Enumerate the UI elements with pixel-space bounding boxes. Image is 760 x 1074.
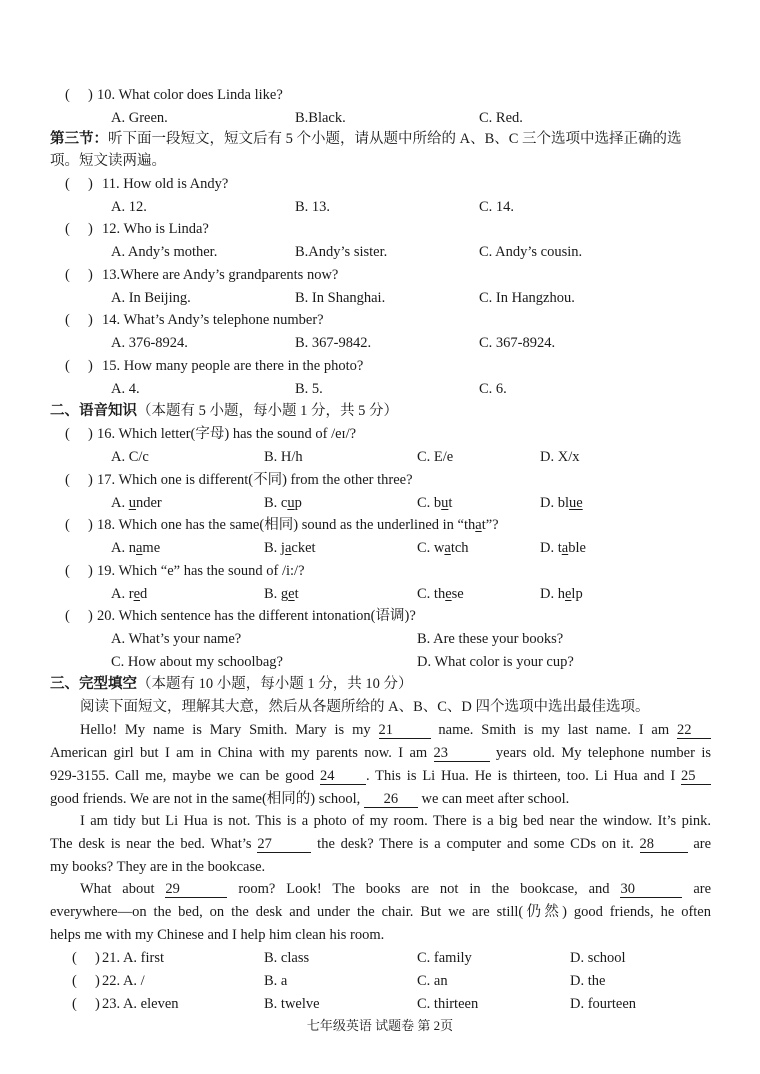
passage-line-6 xyxy=(50,835,711,853)
passage-text: . This is Li Hua. He is thirteen, too. Li Hua and I xyxy=(365,768,676,784)
section3-title: 第三节： xyxy=(50,131,108,147)
q21-option-d[interactable]: D. school xyxy=(570,950,626,966)
q21-option-c[interactable]: C. family xyxy=(417,950,472,966)
q18-text xyxy=(97,516,499,534)
underlined-letter: a xyxy=(135,540,143,556)
underlined-letter: a xyxy=(475,517,482,533)
q15-option-b[interactable]: B. 5. xyxy=(295,381,323,397)
q13-option-b[interactable]: B. In Shanghai. xyxy=(295,290,386,306)
blank-26[interactable]: 26 xyxy=(364,792,418,808)
q23-option-d[interactable]: D. fourteen xyxy=(570,996,637,1012)
q18-option-a[interactable] xyxy=(111,539,160,557)
q18-option-c[interactable] xyxy=(417,539,469,557)
passage-text: years old. My telephone number is xyxy=(495,745,711,761)
part2-title: 二、语音知识 xyxy=(50,403,137,419)
q22-option-b[interactable]: B. a xyxy=(264,973,288,989)
option-prefix: C. w xyxy=(417,540,445,556)
q19-option-c[interactable] xyxy=(417,585,464,603)
blank-24[interactable]: 24 xyxy=(320,769,366,785)
q23-paren[interactable]: ( ) xyxy=(72,996,100,1012)
option-suffix: tch xyxy=(450,540,469,556)
underlined-letter: e xyxy=(288,586,295,602)
q17-text: 17. Which one is different(不同) from the other three? xyxy=(97,472,413,488)
passage-text: good friends. We are not in the same(相同的) school, xyxy=(50,791,361,807)
section3-line1: 听下面一段短文，短文后有 5 个小题，请从题中所给的 A、B、C 三个选项中选择正确的选 xyxy=(108,131,682,147)
q23-option-b[interactable]: B. twelve xyxy=(264,996,320,1012)
passage-text: 929-3155. Call me, maybe we can be good xyxy=(50,768,315,784)
q16-option-b[interactable]: B. H/h xyxy=(264,449,303,465)
q10-option-b[interactable]: B.Black. xyxy=(295,110,346,126)
part2-heading xyxy=(50,402,398,420)
q19-option-a[interactable] xyxy=(111,585,147,603)
q15-paren[interactable]: ( ) xyxy=(65,358,93,374)
q15-option-a[interactable]: A. 4. xyxy=(111,381,140,397)
passage-line-7: my books? They are in the bookcase. xyxy=(50,859,266,875)
q22-paren[interactable]: ( ) xyxy=(72,973,100,989)
underlined-letter: a xyxy=(284,540,292,556)
underlined-letter: e xyxy=(564,586,572,602)
q20-option-b[interactable]: B. Are these your books? xyxy=(417,631,564,647)
q15-option-c[interactable]: C. 6. xyxy=(479,381,507,397)
question-text: 18. Which one has the same(相同) sound as the underlined in “th xyxy=(97,517,476,533)
underlined-letter: u xyxy=(287,495,295,511)
part3-title: 三、完型填空 xyxy=(50,676,137,692)
q11-option-c[interactable]: C. 14. xyxy=(479,199,515,215)
q16-option-a[interactable]: A. C/c xyxy=(111,449,149,465)
q23-option-a[interactable]: 23. A. eleven xyxy=(102,996,179,1012)
passage-line-2 xyxy=(50,744,711,762)
q20-option-c[interactable]: C. How about my schoolbag? xyxy=(111,654,283,670)
passage-text: What about xyxy=(80,881,155,897)
option-suffix: cket xyxy=(291,540,316,556)
option-prefix: B. j xyxy=(264,540,285,556)
q22-option-c[interactable]: C. an xyxy=(417,973,448,989)
passage-line-8 xyxy=(80,880,711,898)
underlined-letter: ue xyxy=(569,495,583,511)
q12-text: 12. Who is Linda? xyxy=(102,221,209,237)
passage-line-9: everywhere—on the bed, on the desk and under the chair. But we are still(仍然) good friends, he often xyxy=(50,904,711,920)
option-suffix: me xyxy=(142,540,161,556)
q16-paren[interactable]: ( ) xyxy=(65,426,93,442)
q10-paren[interactable]: ( ) xyxy=(65,87,93,103)
part3-heading xyxy=(50,675,413,693)
underlined-letter: e xyxy=(133,586,140,602)
q10-text: 10. What color does Linda like? xyxy=(97,87,283,103)
q14-paren[interactable]: ( ) xyxy=(65,312,93,328)
q23-option-c[interactable]: C. thirteen xyxy=(417,996,479,1012)
q12-option-b[interactable]: B.Andy’s sister. xyxy=(295,244,388,260)
q20-option-d[interactable]: D. What color is your cup? xyxy=(417,654,574,670)
passage-line-5: I am tidy but Li Hua is not. This is a photo of my room. There is a big bed near the window. It’s pink. xyxy=(80,813,711,829)
q16-option-d[interactable]: D. X/x xyxy=(540,449,580,465)
underlined-letter: u xyxy=(441,495,449,511)
blank-22[interactable]: 22 xyxy=(677,723,711,739)
option-suffix: ble xyxy=(568,540,586,556)
underlined-letter: e xyxy=(445,586,452,602)
passage-text: name. Smith is my last name. I am xyxy=(438,722,670,738)
blank-28[interactable]: 28 xyxy=(640,837,688,853)
q14-text: 14. What’s Andy’s telephone number? xyxy=(102,312,324,328)
option-suffix: p xyxy=(294,495,302,511)
passage-line-3 xyxy=(50,767,711,785)
q21-paren[interactable]: ( ) xyxy=(72,950,100,966)
q11-option-a[interactable]: A. 12. xyxy=(111,199,147,215)
part3-instruction: 阅读下面短文，理解其大意，然后从各题所给的 A、B、C、D 四个选项中选出最佳选项。 xyxy=(80,699,650,715)
q19-paren[interactable]: ( ) xyxy=(65,563,93,579)
underlined-letter: a xyxy=(561,540,569,556)
q17-option-c[interactable] xyxy=(417,494,452,512)
option-prefix: A. n xyxy=(111,540,136,556)
option-prefix: B. g xyxy=(264,586,289,602)
passage-text: are xyxy=(693,836,712,852)
passage-text: American girl but I am in China with my parents now. I am xyxy=(50,745,428,761)
option-prefix: D. bl xyxy=(540,495,569,511)
q15-text: 15. How many people are there in the photo? xyxy=(102,358,364,374)
q20-paren[interactable]: ( ) xyxy=(65,608,93,624)
underlined-letter: u xyxy=(128,495,136,511)
passage-line-1 xyxy=(80,721,711,739)
blank-21[interactable]: 21 xyxy=(379,723,431,739)
q12-option-c[interactable]: C. Andy’s cousin. xyxy=(479,244,583,260)
option-prefix: B. c xyxy=(264,495,288,511)
page-footer: 七年级英语 试题卷 第 2页 xyxy=(306,1018,454,1033)
q22-option-a[interactable]: 22. A. / xyxy=(102,973,145,989)
q19-option-d[interactable] xyxy=(540,585,583,603)
q17-option-a[interactable] xyxy=(111,494,162,512)
q13-option-c[interactable]: C. In Hangzhou. xyxy=(479,290,575,306)
q11-option-b[interactable]: B. 13. xyxy=(295,199,331,215)
passage-line-4 xyxy=(50,790,569,808)
passage-text: the desk? There is a computer and some CDs on it. xyxy=(317,836,634,852)
option-prefix: A. xyxy=(111,495,129,511)
option-prefix: A. r xyxy=(111,586,134,602)
q13-option-a[interactable]: A. In Beijing. xyxy=(111,290,191,306)
option-prefix: C. th xyxy=(417,586,446,602)
section3-line2: 项。短文读两遍。 xyxy=(50,153,166,169)
passage-text: Hello! My name is Mary Smith. Mary is my xyxy=(80,722,371,738)
blank-25[interactable]: 25 xyxy=(681,769,711,785)
q22-option-d[interactable]: D. the xyxy=(570,973,606,989)
blank-29[interactable]: 29 xyxy=(165,882,227,898)
part2-note: （本题有 5 小题，每小题 1 分，共 5 分） xyxy=(137,403,398,419)
q21-option-b[interactable]: B. class xyxy=(264,950,310,966)
q18-option-b[interactable] xyxy=(264,539,316,557)
q16-option-c[interactable]: C. E/e xyxy=(417,449,454,465)
q11-text: 11. How old is Andy? xyxy=(102,176,229,192)
q16-text: 16. Which letter(字母) has the sound of /eɪ/? xyxy=(97,426,357,442)
q20-text: 20. Which sentence has the different intonation(语调)? xyxy=(97,608,416,624)
question-text-end: t”? xyxy=(481,517,499,533)
q21-option-a[interactable]: 21. A. first xyxy=(102,950,165,966)
option-prefix: D. t xyxy=(540,540,562,556)
q18-option-d[interactable] xyxy=(540,539,586,557)
passage-text: The desk is near the bed. What’s xyxy=(50,836,252,852)
blank-30[interactable]: 30 xyxy=(620,882,682,898)
option-suffix: nder xyxy=(135,495,162,511)
section3-instruction xyxy=(50,130,682,148)
option-suffix: t xyxy=(294,586,299,602)
underlined-letter: a xyxy=(444,540,451,556)
option-suffix: se xyxy=(451,586,464,602)
option-suffix: lp xyxy=(571,586,583,602)
q20-option-a[interactable]: A. What’s your name? xyxy=(111,631,242,647)
q13-text: 13.Where are Andy’s grandparents now? xyxy=(102,267,339,283)
passage-text: are xyxy=(693,881,712,897)
q19-option-b[interactable] xyxy=(264,585,299,603)
passage-text: we can meet after school. xyxy=(421,791,570,807)
q17-paren[interactable]: ( ) xyxy=(65,472,93,488)
passage-text: room? Look! The books are not in the bookcase, and xyxy=(238,881,610,897)
blank-27[interactable]: 27 xyxy=(257,837,311,853)
blank-23[interactable]: 23 xyxy=(434,746,490,762)
q17-option-d[interactable] xyxy=(540,494,583,512)
passage-line-10: helps me with my Chinese and I help him clean his room. xyxy=(50,927,385,943)
q10-option-c[interactable]: C. Red. xyxy=(479,110,523,126)
part3-note: （本题有 10 小题，每小题 1 分，共 10 分） xyxy=(137,676,413,692)
q17-option-b[interactable] xyxy=(264,494,302,512)
q18-paren[interactable]: ( ) xyxy=(65,517,93,533)
q11-paren[interactable]: ( ) xyxy=(65,176,93,192)
q10-option-a[interactable]: A. Green. xyxy=(111,110,168,126)
q12-paren[interactable]: ( ) xyxy=(65,221,93,237)
q14-option-c[interactable]: C. 367-8924. xyxy=(479,335,556,351)
q13-paren[interactable]: ( ) xyxy=(65,267,93,283)
q14-option-a[interactable]: A. 376-8924. xyxy=(111,335,188,351)
option-prefix: C. b xyxy=(417,495,442,511)
q19-text: 19. Which “e” has the sound of /i:/? xyxy=(97,563,305,579)
option-suffix: d xyxy=(140,586,148,602)
option-prefix: D. h xyxy=(540,586,565,602)
q14-option-b[interactable]: B. 367-9842. xyxy=(295,335,372,351)
option-suffix: t xyxy=(448,495,453,511)
q12-option-a[interactable]: A. Andy’s mother. xyxy=(111,244,218,260)
